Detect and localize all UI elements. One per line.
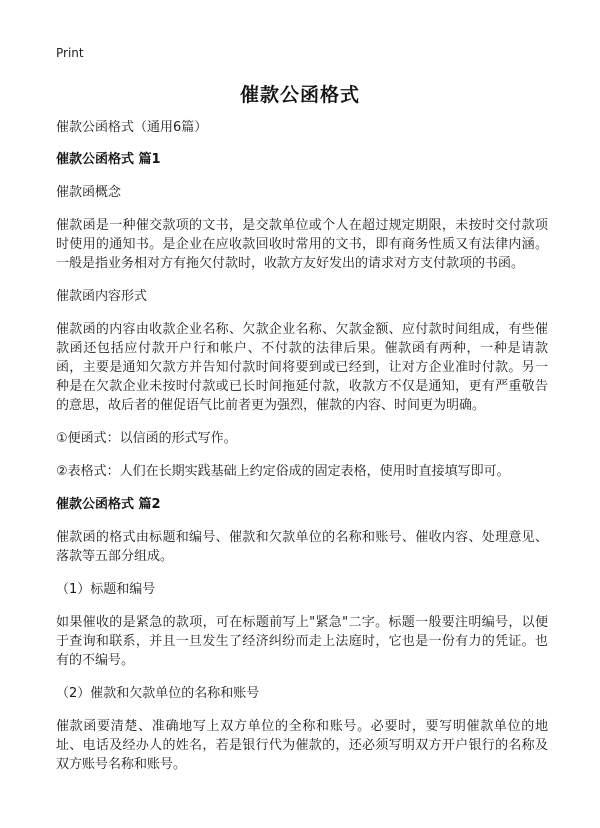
- section-2: [56, 495, 548, 774]
- document-subtitle: 催款公函格式（通用6篇）: [56, 120, 208, 135]
- paragraph: （2）催款和欠款单位的名称和账号: [56, 686, 260, 701]
- paragraph: 催款函的内容由收款企业名称、欠款企业名称、欠款金额、应付款时间组成，有些催款函还包括应付款开户行和帐户、不付款的法律后果。催款函有两种，一种是请款函，主要是通知欠款方并告知付款时间将要到或已经到，让对方企业准时付款。另一种是在欠款企业未按时付款或已长时间拖延付款，收款方不仅是通知，更有严重敬告的意思，故后者的催促语气比前者更为强烈，催款的内容、时间更为明确。: [56, 322, 548, 413]
- section-heading: 催款公函格式 篇2: [56, 497, 161, 512]
- paragraph: 催款函是一种催交款项的文书，是交款单位或个人在超过规定期限，未按时交付款项时使用的通知书。是企业在应收款回收时常用的文书，即有商务性质又有法律内涵。一般是指业务相对方有拖欠付款时，收款方友好发出的请求对方支付款项的书函。: [56, 218, 548, 271]
- paragraph: 催款函概念: [56, 185, 122, 200]
- section-1: [56, 150, 548, 481]
- document-body: [56, 118, 548, 788]
- paragraph: ①便函式：以信函的形式写作。: [56, 431, 237, 446]
- paragraph: 催款函的格式由标题和编号、催款和欠款单位的名称和账号、催收内容、处理意见、落款等五部分组成。: [56, 530, 548, 564]
- section-heading: 催款公函格式 篇1: [56, 152, 161, 167]
- paragraph: 如果催收的是紧急的款项，可在标题前写上"紧急"二字。标题一般要注明编号，以便于查询和联系，并且一旦发生了经济纠纷而走上法庭时，它也是一份有力的凭证。也有的不编号。: [56, 615, 548, 668]
- paragraph: ②表格式：人们在长期实践基础上约定俗成的固定表格，使用时直接填写即可。: [56, 464, 510, 479]
- paragraph: （1）标题和编号: [56, 582, 156, 597]
- page-title: 催款公函格式: [239, 84, 360, 106]
- paragraph: 催款函要清楚、准确地写上双方单位的全称和账号。必要时，要写明催款单位的地址、电话及经办人的姓名，若是银行代为催款的，还必须写明双方开户银行的名称及双方账号名称和账号。: [56, 719, 548, 772]
- paragraph: 催款函内容形式: [56, 289, 148, 304]
- print-label: Print: [56, 46, 84, 60]
